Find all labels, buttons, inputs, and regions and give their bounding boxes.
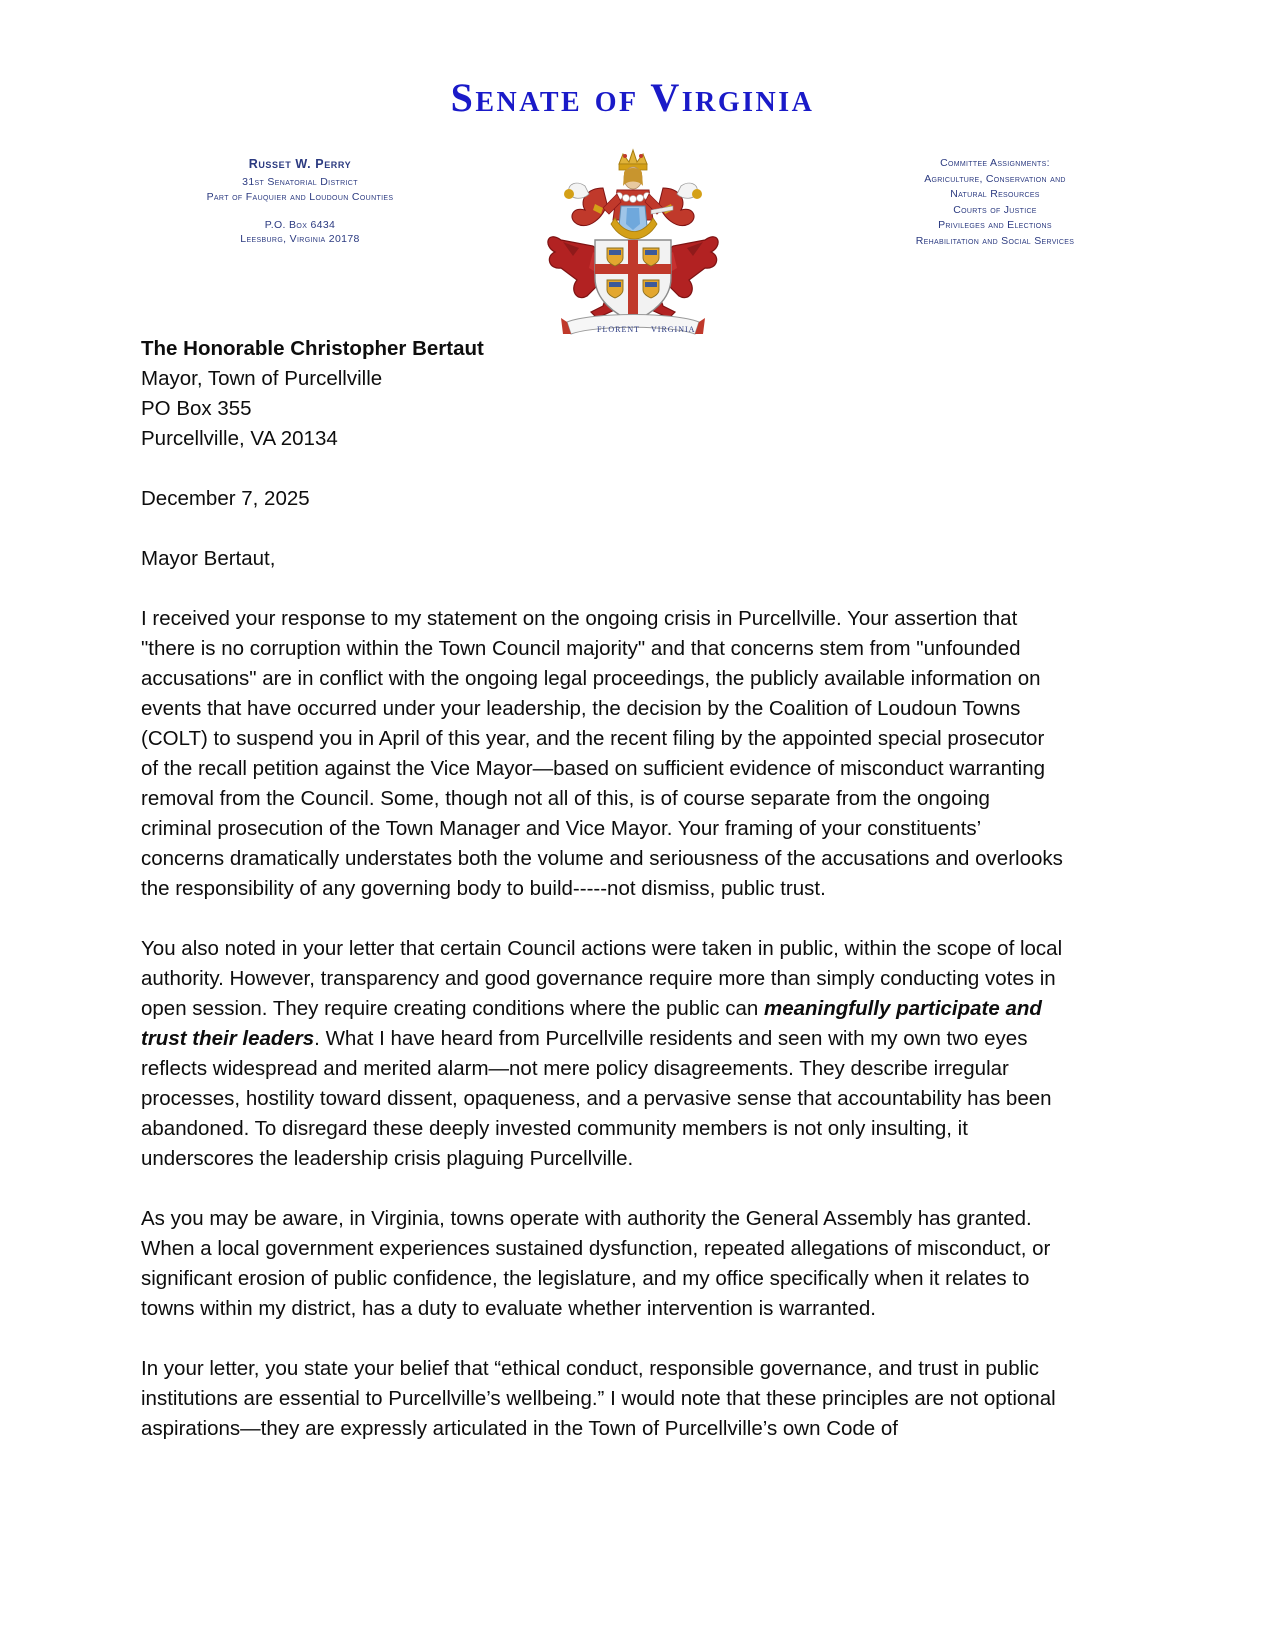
body-paragraph-2 <box>141 934 1066 1174</box>
body-paragraph-3: As you may be aware, in Virginia, towns operate with authority the General Assembly has granted. When a local government experiences sustained dysfunction, repeated allegations of misconduct, or significant erosion of public confidence, the legislature, and my office specifically when it relates to towns within my district, has a duty to evaluate whether intervention is warranted. <box>141 1207 1051 1320</box>
recipient-title: Mayor, Town of Purcellville <box>141 367 383 390</box>
letter-date: December 7, 2025 <box>141 487 310 510</box>
sender-info-block <box>120 156 480 247</box>
recipient-name: The Honorable Christopher Bertaut <box>141 337 484 360</box>
sender-po-box: P.O. Box 6434 <box>264 218 336 231</box>
recipient-city-state-zip: Purcellville, VA 20134 <box>141 427 338 450</box>
spacer-after-address <box>141 454 1066 484</box>
recipient-address-block <box>141 334 1066 454</box>
paragraph-2-emphasis: meaningfully participate and trust their leaders <box>141 997 1042 1050</box>
committee-item: Rehabilitation and Social Services <box>915 234 1075 247</box>
senator-counties: Part of Fauquier and Loudoun Counties <box>206 190 394 203</box>
senator-district: 31st Senatorial District <box>242 175 358 188</box>
svg-text:VIRGINIA: VIRGINIA <box>650 325 695 334</box>
recipient-address: PO Box 355 <box>141 397 252 420</box>
committee-heading: Committee Assignments: <box>940 157 1050 169</box>
committee-item: Courts of Justice <box>953 203 1037 216</box>
salutation: Mayor Bertaut, <box>141 547 276 570</box>
paragraph-2-text-before-emphasis: You also noted in your letter that certain Council actions were taken in public, within the scope of local authority. However, transparency and good governance require more than simply conducting votes in open session. They require creating conditions where the public can <box>141 937 1063 1020</box>
body-paragraph-1: I received your response to my statement on the ongoing crisis in Purcellville. Your assertion that "there is no corruption within the Town Council majority" and that concerns stem from "unfounded accusations" are in conflict with the ongoing legal proceedings, the publicly available information on events that have occurred under your leadership, the decision by the Coalition of Loudoun Towns (COLT) to suspend you in April of this year, and the recent filing by the appointed special prosecutor of the recall petition against the Vice Mayor—based on sufficient evidence of misconduct warranting removal from the Council. Some, though not all of this, is of course separate from the ongoing criminal prosecution of the Town Manager and Vice Mayor. Your framing of your constituents’ concerns dramatically understates both the volume and seriousness of the accusations and overlooks the responsibility of any governing body to build-----not dismiss, public trust. <box>141 607 1063 900</box>
senator-name: Russet W. Perry <box>248 157 352 171</box>
committee-item: Natural Resources <box>950 188 1040 201</box>
letterhead-header-row <box>0 144 1265 344</box>
body-paragraph-4: In your letter, you state your belief that “ethical conduct, responsible governance, and trust in public institutions are essential to Purcellville’s wellbeing.” I would note that these principles are not optional aspirations—they are expressly articulated in the Town of Purcellville’s own Code of <box>141 1357 1056 1440</box>
spacer-after-salutation <box>141 574 1066 604</box>
sender-spacer <box>120 205 480 218</box>
virginia-coat-of-arms-seal-icon <box>533 144 733 339</box>
sender-city-state-zip: Leesburg, Virginia 20178 <box>240 233 360 246</box>
committee-item: Agriculture, Conservation and <box>924 172 1066 185</box>
spacer-after-date <box>141 514 1066 544</box>
letter-body <box>141 334 1066 1444</box>
letterhead-title: Senate of Virginia <box>450 75 815 120</box>
svg-text:FLORENT: FLORENT <box>596 325 640 334</box>
committee-item: Privileges and Elections <box>938 219 1052 232</box>
committee-assignments-block <box>845 156 1145 249</box>
paragraph-2-text-after-emphasis: . What I have heard from Purcellville residents and seen with my own two eyes reflects widespread and merited alarm—not mere policy disagreements. They describe irregular processes, hostility toward dissent, opaqueness, and a pervasive sense that accountability has been abandoned. To disregard these deeply invested community members is not only insulting, it underscores the leadership crisis plaguing Purcellville. <box>141 1027 1052 1170</box>
